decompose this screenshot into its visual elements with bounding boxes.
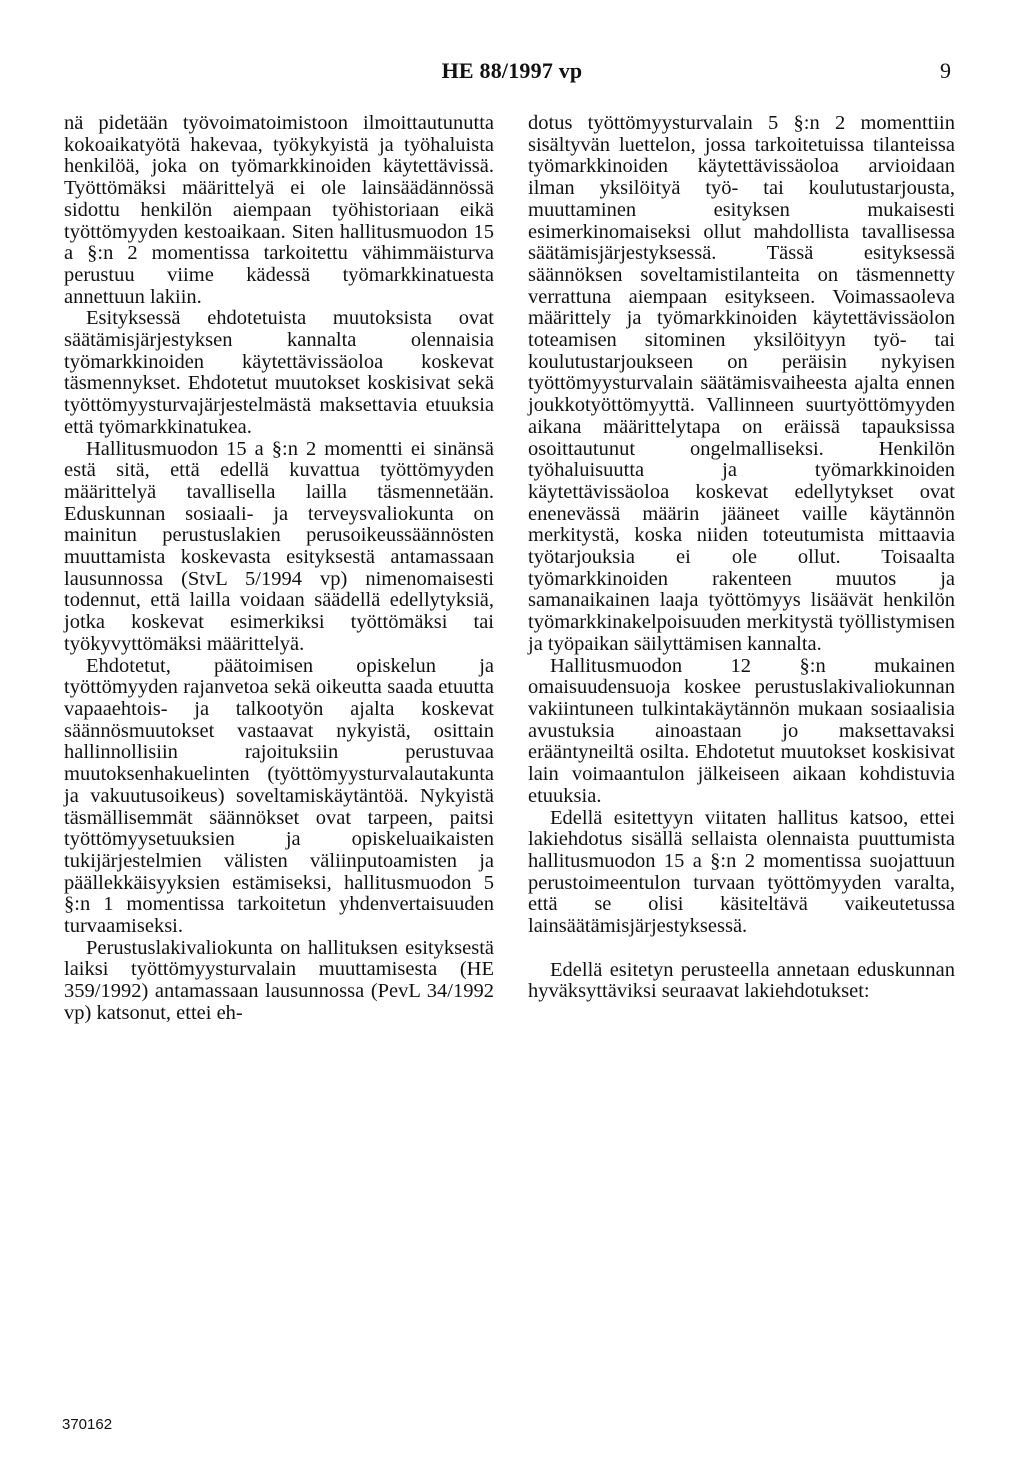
paragraph: Hallitusmuodon 12 §:n mukainen omaisuudensuoja koskee perustuslakivaliokunnan vakiintuneen tulkintakäytännön mukaan sosiaalisia avustuksia ainoastaan jo maksettavaksi erääntyneiltä osilta. Ehdotetut muutokset koskisivat lain voimaantulon jälkeiseen aikaan kohdistuvia etuuksia. [528, 654, 955, 807]
paragraph: dotus työttömyysturvalain 5 §:n 2 momenttiin sisältyvän luettelon, jossa tarkoitetuissa tilanteissa työmarkkinoiden käytettävissäoloa arvioidaan ilman yksilöityä työ- tai koulutustarjousta, muuttaminen esityksen mukaisesti esimerkinomaiseksi ollut mahdollista tavallisessa säätämisjärjestyksessä. Tässä esityksessä säännöksen soveltamistilanteita on täsmennetty verrattuna aiempaan esitykseen. Voimassaoleva määrittely ja työmarkkinoiden käytettävissäolon toteamisen sitominen yksilöityyn työ- tai koulutustarjoukseen on peräisin nykyisen työttömyysturvalain säätämisvaiheesta ajalta ennen joukkotyöttömyyttä. Vallinneen suurtyöttömyyden aikana määrittelytapa on eräissä tapauksissa osoittautunut ongelmalliseksi. Henkilön työhaluisuutta ja työmarkkinoiden käytettävissäoloa koskevat edellytykset ovat enenevässä määrin jääneet vaille käytännön merkitystä, koska niiden toteutumista mittaavia työtarjouksia ei ole ollut. Toisaalta työmarkkinoiden rakenteen muutos ja samanaikainen laaja työttömyys lisäävät henkilön työmarkkinakelpoisuuden merkitystä työllistymisen ja työpaikan säilyttämisen kannalta. [528, 112, 955, 655]
document-header-title: HE 88/1997 vp [441, 58, 583, 83]
paragraph: nä pidetään työvoimatoimistoon ilmoittautunutta kokoaikatyötä hakevaa, työkykyistä ja työhaluista henkilöä, joka on työmarkkinoiden käytettävissä. Työttömäksi määrittelyä ei ole lainsäädännössä sidottu henkilön aiempaan työhistoriaan eikä työttömyyden kestoaikaan. Siten hallitusmuodon 15 a §:n 2 momentissa tarkoitettu vähimmäisturva perustuu viime kädessä työmarkkinatuesta annettuun lakiin. [64, 112, 494, 308]
paragraph: Perustuslakivaliokunta on hallituksen esityksestä laiksi työttömyysturvalain muuttamisesta (HE 359/1992) antamassaan lausunnossa (PevL 34/1992 vp) katsonut, ettei eh- [64, 936, 494, 1024]
right-text-column [528, 113, 955, 1003]
print-code: 370162 [62, 1416, 113, 1433]
left-text-column [64, 113, 494, 1025]
paragraph: Hallitusmuodon 15 a §:n 2 momentti ei sinänsä estä sitä, että edellä kuvattua työttömyyden määrittelyä tavallisella lailla täsmennetään. Eduskunnan sosiaali- ja terveysvaliokunta on mainitun perustuslakien perusoikeussäännösten muuttamista koskevasta esityksestä antamassaan lausunnossa (StvL 5/1994 vp) nimenomaisesti todennut, että lailla voidaan säädellä edellytyksiä, jotka koskevat esimerkiksi työttömäksi tai työkyvyttömäksi määrittelyä. [64, 437, 494, 655]
closing-paragraph: Edellä esitetyn perusteella annetaan eduskunnan hyväksyttäviksi seuraavat lakiehdotukset: [528, 958, 955, 1003]
page-number: 9 [940, 58, 951, 83]
paragraph: Edellä esitettyyn viitaten hallitus katsoo, ettei lakiehdotus sisällä sellaista olennaista puuttumista hallitusmuodon 15 a §:n 2 momentissa suojattuun perustoimeentulon turvaan työttömyyden varalta, että se olisi käsiteltävä vaikeutetussa lainsäätämisjärjestyksessä. [528, 806, 955, 938]
paragraph: Esityksessä ehdotetuista muutoksista ovat säätämisjärjestyksen kannalta olennaisia työmarkkinoiden käytettävissäoloa koskevat täsmennykset. Ehdotetut muutokset koskisivat sekä työttömyysturvajärjestelmästä maksettavia etuuksia että työmarkkinatukea. [64, 307, 494, 438]
paragraph: Ehdotetut, päätoimisen opiskelun ja työttömyyden rajanvetoa sekä oikeutta saada etuutta vapaaehtois- ja talkootyön ajalta koskevat säännösmuutokset vastaavat nykyistä, osittain hallinnollisiin rajoituksiin perustuvaa muutoksenhakuelinten (työttömyysturvalautakunta ja vakuutusoikeus) soveltamiskäytäntöä. Nykyistä täsmällisemmät säännökset ovat tarpeen, paitsi työttömyysetuuksien ja opiskeluaikaisten tukijärjestelmien välisten väliinputoamisten ja päällekkäisyyksien estämiseksi, hallitusmuodon 5 §:n 1 momentissa tarkoitetun yhdenvertaisuuden turvaamiseksi. [64, 654, 494, 938]
